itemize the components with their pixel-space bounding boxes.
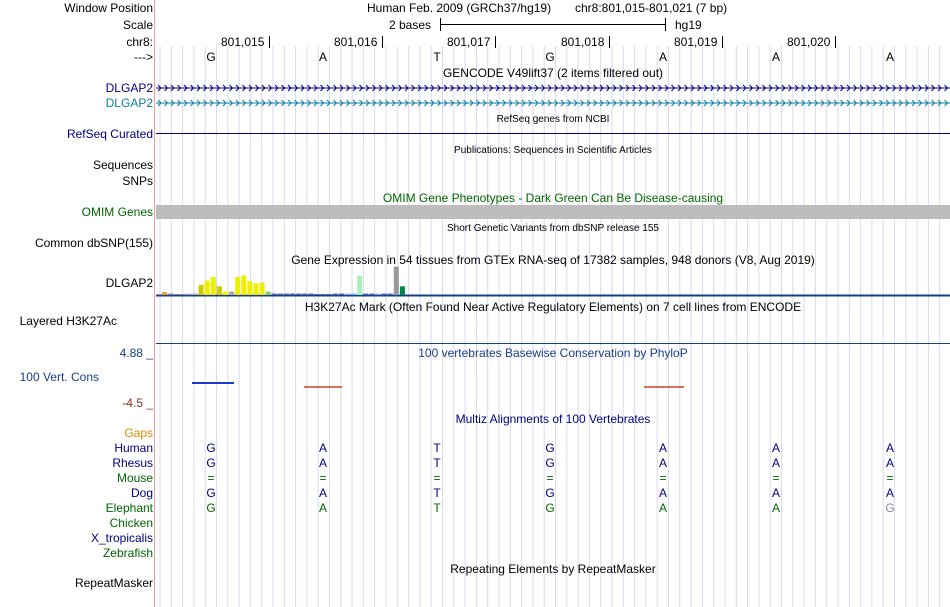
gtex-tissue-bar [266, 292, 271, 295]
gtex-tissue-bar [284, 294, 289, 295]
scale-label: Scale [122, 18, 153, 32]
scale-bar-db: hg19 [675, 18, 702, 32]
alignment-base-elephant: T [433, 501, 441, 515]
gtex-tissue-bar [217, 286, 222, 295]
ruler-tick-label: 801,019 [674, 35, 718, 49]
species-label-elephant[interactable]: Elephant [105, 501, 153, 515]
scale-bar-left-tick [440, 18, 441, 31]
alignment-base-human: A [658, 441, 667, 455]
alignment-base-elephant: A [771, 501, 780, 515]
reference-base: A [658, 50, 667, 64]
gtex-tissue-bar [400, 286, 405, 295]
alignment-base-human: A [318, 441, 327, 455]
position-title: chr8:801,015-801,021 (7 bp) [575, 1, 728, 15]
alignment-base-dog: A [658, 486, 667, 500]
alignment-base-mouse: = [659, 471, 667, 485]
gtex-tissue-bar [162, 292, 167, 295]
alignment-base-mouse: = [886, 471, 894, 485]
gtex-tissue-bar [333, 294, 338, 295]
scale-bar [440, 24, 665, 25]
alignment-base-dog: A [318, 486, 327, 500]
alignment-base-rhesus: G [206, 456, 216, 470]
chrom-label: chr8: [126, 35, 153, 49]
reference-base: G [545, 50, 555, 64]
reference-base: G [206, 50, 216, 64]
gtex-tissue-bar [211, 277, 216, 295]
ruler-tick [495, 36, 496, 48]
alignment-base-elephant: A [658, 501, 667, 515]
alignment-base-mouse: = [319, 471, 327, 485]
gtex-tissue-bar [394, 267, 399, 295]
alignment-base-mouse: = [546, 471, 554, 485]
reference-base: A [771, 50, 780, 64]
alignment-base-human: T [433, 441, 441, 455]
track-label-refseq[interactable]: RefSeq Curated [66, 127, 153, 141]
publications-title: Publications: Sequences in Scientific Articles [454, 145, 652, 156]
alignment-base-dog: T [433, 486, 441, 500]
species-label-rhesus[interactable]: Rhesus [112, 456, 153, 470]
ruler-tick [835, 36, 836, 48]
track-label-h3k27ac[interactable]: Layered H3K27Ac [19, 314, 117, 328]
refseq-gene-line[interactable] [156, 133, 950, 134]
gtex-tissue-bar [308, 294, 313, 295]
alignment-base-elephant: G [545, 501, 555, 515]
gtex-tissue-bar [327, 294, 332, 295]
ruler-tick-label: 801,016 [334, 35, 378, 49]
gtex-title: Gene Expression in 54 tissues from GTEx RNA-seq of 17382 samples, 948 donors (V8, Aug 2019) [291, 253, 815, 267]
alignment-base-rhesus: G [545, 456, 555, 470]
scale-bar-value: 2 bases [389, 18, 432, 32]
ruler-tick-label: 801,020 [787, 35, 831, 49]
alignment-base-dog: G [206, 486, 216, 500]
gtex-tissue-bar [186, 294, 191, 295]
alignment-base-rhesus: A [318, 456, 327, 470]
reference-base: T [433, 50, 441, 64]
ruler-tick-label: 801,018 [561, 35, 605, 49]
track-label-dbsnp[interactable]: Common dbSNP(155) [34, 236, 153, 250]
track-label-dlgap2-gencode[interactable]: DLGAP2 [105, 81, 153, 95]
window-position-label: Window Position [64, 1, 153, 15]
ruler-tick [382, 36, 383, 48]
species-label-x-tropicalis[interactable]: X_tropicalis [90, 531, 153, 545]
reference-base: A [318, 50, 327, 64]
species-label-human[interactable]: Human [114, 441, 153, 455]
gtex-tissue-bar [199, 285, 204, 295]
alignment-base-rhesus: A [771, 456, 780, 470]
species-label-mouse[interactable]: Mouse [116, 471, 153, 485]
assembly-title: Human Feb. 2009 (GRCh37/hg19) [367, 1, 552, 15]
gtex-tissue-bar [357, 276, 362, 295]
phylop-signal[interactable] [156, 375, 950, 395]
ruler-tick [269, 36, 270, 48]
omim-feature-bar[interactable] [156, 205, 950, 219]
alignment-base-elephant: A [318, 501, 327, 515]
phylop-title: 100 vertebrates Basewise Conservation by PhyloP [418, 346, 688, 360]
track-label-cons[interactable]: 100 Vert. Cons [19, 370, 99, 384]
gtex-tissue-bar [388, 294, 393, 295]
gtex-tissue-bar [168, 294, 173, 295]
track-label-sequences[interactable]: Sequences [92, 158, 153, 172]
species-label-dog[interactable]: Dog [130, 486, 153, 500]
gtex-tissue-bar [247, 281, 252, 295]
track-label-snps[interactable]: SNPs [122, 174, 153, 188]
alignment-base-mouse: = [207, 471, 215, 485]
cons-max-label: 4.88 _ [119, 346, 153, 360]
gtex-tissue-bar [376, 294, 381, 295]
gtex-tissue-bar [174, 294, 179, 295]
gtex-tissue-bar [235, 277, 240, 295]
h3k27ac-title: H3K27Ac Mark (Often Found Near Active Regulatory Elements) on 7 cell lines from ENCODE [304, 300, 802, 314]
gtex-tissue-bar [296, 294, 301, 295]
gtex-tissue-bar [321, 294, 326, 295]
strand-label: ---> [134, 50, 153, 64]
gtex-tissue-bar [302, 294, 307, 295]
dbsnp-title: Short Genetic Variants from dbSNP release 155 [447, 223, 659, 234]
alignment-base-dog: A [885, 486, 894, 500]
alignment-base-rhesus: T [433, 456, 441, 470]
scale-bar-right-tick [665, 18, 666, 31]
alignment-base-dog: G [545, 486, 555, 500]
gtex-expression-bars[interactable] [156, 266, 950, 298]
refseq-title: RefSeq genes from NCBI [496, 114, 610, 125]
gtex-tissue-bar [180, 294, 185, 295]
gtex-tissue-bar [278, 294, 283, 295]
ruler-tick [722, 36, 723, 48]
gencode-title: GENCODE V49lift37 (2 items filtered out) [442, 66, 664, 80]
alignment-base-dog: A [771, 486, 780, 500]
gtex-tissue-bar [229, 292, 234, 295]
cons-min-label: -4.5 _ [122, 396, 153, 410]
alignment-base-mouse: = [772, 471, 780, 485]
gtex-tissue-bar [315, 294, 320, 295]
repeatmasker-title: Repeating Elements by RepeatMasker [450, 562, 656, 576]
gtex-tissue-bar [290, 294, 295, 295]
track-label-gtex[interactable]: DLGAP2 [105, 276, 153, 290]
alignment-base-rhesus: A [885, 456, 894, 470]
gtex-tissue-bar [223, 292, 228, 295]
track-label-omim[interactable]: OMIM Genes [81, 205, 153, 219]
species-label-zebrafish[interactable]: Zebrafish [102, 546, 153, 560]
omim-title: OMIM Gene Phenotypes - Dark Green Can Be Disease-causing [382, 191, 724, 205]
gtex-tissue-bar [363, 294, 368, 295]
alignment-base-elephant: G [206, 501, 216, 515]
ruler-tick-label: 801,015 [221, 35, 265, 49]
gene-model-dlgap2-gencode[interactable] [156, 82, 950, 94]
alignment-base-human: G [545, 441, 555, 455]
species-label-chicken[interactable]: Chicken [109, 516, 153, 530]
gtex-tissue-bar [272, 294, 277, 295]
track-label-repeatmasker[interactable]: RepeatMasker [74, 576, 153, 590]
gtex-tissue-bar [193, 294, 198, 295]
gtex-tissue-bar [351, 294, 356, 295]
h3k27ac-baseline [156, 343, 950, 344]
alignment-base-rhesus: A [658, 456, 667, 470]
reference-base: A [885, 50, 894, 64]
gtex-tissue-bar [205, 281, 210, 296]
alignment-base-human: A [885, 441, 894, 455]
alignment-base-mouse: = [433, 471, 441, 485]
gtex-tissue-bar [369, 294, 374, 295]
alignment-base-human: A [771, 441, 780, 455]
ruler-tick [609, 36, 610, 48]
alignment-base-human: G [206, 441, 216, 455]
multiz-title: Multiz Alignments of 100 Vertebrates [455, 412, 651, 426]
gtex-tissue-bar [345, 294, 350, 295]
ruler-tick-label: 801,017 [447, 35, 491, 49]
gtex-tissue-bar [382, 294, 387, 295]
gtex-tissue-bar [260, 283, 265, 295]
track-label-dlgap2-alt[interactable]: DLGAP2 [105, 96, 153, 110]
alignment-base-elephant: G [885, 501, 895, 515]
gtex-tissue-bar [339, 294, 344, 295]
track-label-gaps[interactable]: Gaps [124, 426, 153, 440]
gene-model-dlgap2-alt[interactable] [156, 97, 950, 109]
gtex-tissue-bar [254, 283, 259, 295]
gtex-tissue-bar [241, 276, 246, 295]
